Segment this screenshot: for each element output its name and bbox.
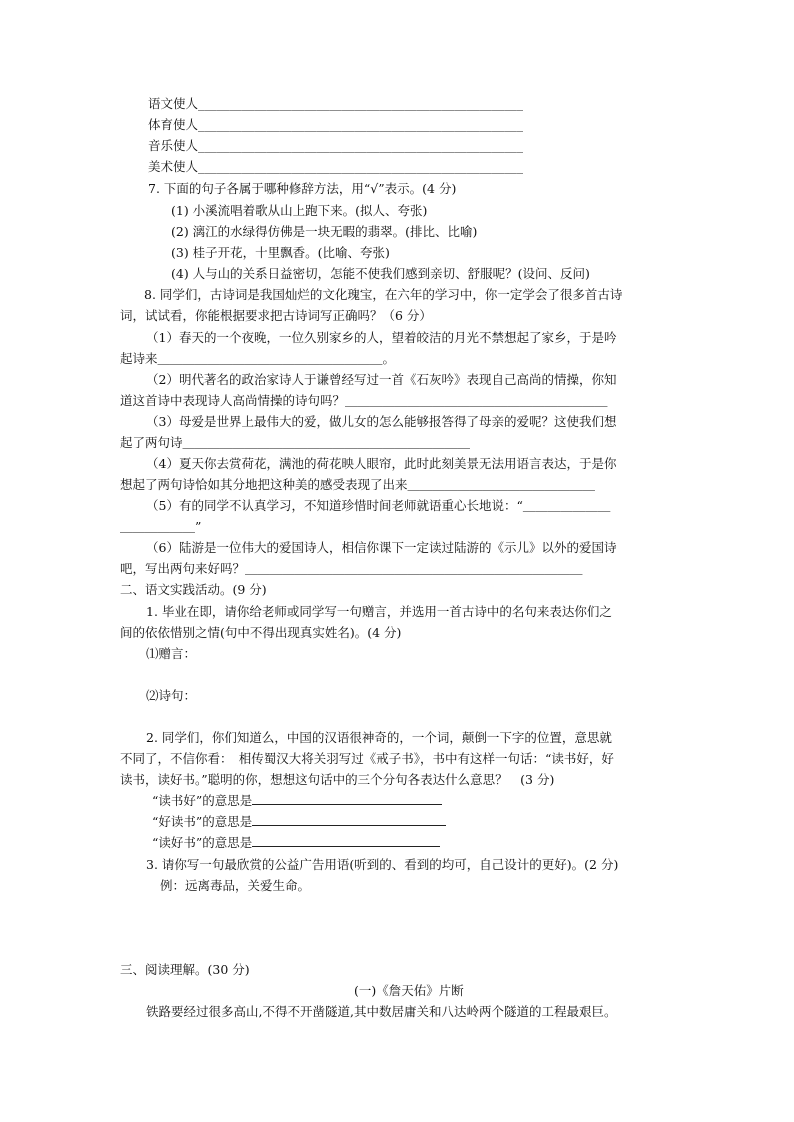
poem-line-label: ⑵诗句：: [146, 688, 197, 703]
question-8-part: （6）陆游是一位伟大的爱国诗人，相信你课下一定读过陆游的《示儿》以外的爱国诗: [146, 540, 617, 555]
envoy-label: 体育使人: [148, 117, 199, 132]
answer-blank[interactable]: ____________________________________________________: [198, 138, 524, 153]
envoy-label: 语文使人: [148, 96, 199, 111]
s2-question-1: 间的依依惜别之情(句中不得出现真实姓名)。(4 分): [120, 625, 402, 640]
question-8-part: （3）母爱是世界上最伟大的爱，做儿女的怎么能够报答得了母亲的爱呢？这使我们想: [146, 414, 617, 429]
meaning-row: [152, 793, 442, 809]
question-8-answer[interactable]: 起诗来＿＿＿＿＿＿＿＿＿＿＿＿＿＿＿＿＿＿。: [120, 351, 396, 366]
question-7-item: (1) 小溪流唱着歌从山上跑下来。(拟人、夸张): [171, 203, 428, 218]
answer-blank[interactable]: ____________________________________________________: [198, 96, 524, 111]
question-8-part: （1）春天的一个夜晚，一位久别家乡的人，望着皎洁的月光不禁想起了家乡，于是吟: [146, 330, 617, 345]
envoy-line: [148, 117, 523, 133]
s2-question-2: 不同了，不信你看： 相传蜀汉大将关羽写过《戒子书》，书中有这样一句话：“读书好，好: [120, 751, 614, 766]
s2-question-3: 3. 请你写一句最欣赏的公益广告用语(听到的、看到的均可，自己设计的更好)。(2 分): [146, 857, 619, 872]
question-7-item: (3) 桂子开花，十里飘香。(比喻、夸张): [171, 245, 390, 260]
envoy-line: [148, 96, 523, 112]
question-8-part: （2）明代著名的政治家诗人于谦曾经写过一首《石灰吟》表现自己高尚的情操，你知: [146, 372, 617, 387]
question-8-answer[interactable]: 想起了两句诗恰如其分地把这种美的感受表现了出来＿＿＿＿＿＿＿＿＿＿＿＿＿＿＿: [120, 477, 596, 492]
question-7-title: 7. 下面的句子各属于哪种修辞方法，用“√”表示。(4 分): [148, 181, 457, 196]
question-8-intro: 8. 同学们，古诗词是我国灿烂的文化瑰宝，在六年的学习中，你一定学会了很多首古诗: [144, 287, 623, 302]
question-7-item: (2) 漓江的水绿得仿佛是一块无暇的翡翠。(排比、比喻): [171, 224, 478, 239]
example-text: 例：远离毒品，关爱生命。: [160, 878, 311, 893]
envoy-label: 美术使人: [148, 159, 199, 174]
question-8-answer[interactable]: 起了两句诗＿＿＿＿＿＿＿＿＿＿＿＿＿＿＿＿＿＿＿＿＿＿＿: [120, 435, 471, 450]
section-2-heading: 二、语文实践活动。(9 分): [120, 582, 267, 597]
question-8-answer[interactable]: ＿＿＿＿＿＿”: [120, 519, 202, 534]
question-8-intro: 词，试试看，你能根据要求把古诗词写正确吗？（6 分）: [120, 308, 432, 323]
reading-passage: 铁路要经过很多高山,不得不开凿隧道,其中数居庸关和八达岭两个隧道的工程最艰巨。: [146, 1004, 617, 1019]
answer-blank[interactable]: [252, 835, 440, 847]
section-3-heading: 三、阅读理解。(30 分): [120, 962, 250, 977]
s2-question-2: 2. 同学们，你们知道么，中国的汉语很神奇的，一个词，颠倒一下字的位置，意思就: [146, 730, 612, 745]
meaning-row: [152, 835, 440, 851]
answer-blank[interactable]: [252, 814, 446, 826]
meaning-row: [152, 814, 446, 830]
answer-blank[interactable]: [252, 793, 442, 805]
question-8-part: （5）有的同学不认真学习，不知道珍惜时间老师就语重心长地说：“＿＿＿＿＿＿＿: [146, 498, 611, 513]
s2-question-1: 1. 毕业在即，请你给老师或同学写一句赠言，并选用一首古诗中的名句来表达你们之: [146, 604, 612, 619]
answer-blank[interactable]: ____________________________________________________: [198, 159, 524, 174]
envoy-line: [148, 159, 523, 175]
question-8-answer[interactable]: 吧，写出两句来好吗？＿＿＿＿＿＿＿＿＿＿＿＿＿＿＿＿＿＿＿＿＿＿＿＿＿＿＿: [120, 561, 583, 576]
answer-blank[interactable]: ____________________________________________________: [198, 117, 524, 132]
question-8-part: （4）夏天你去赏荷花，满池的荷花映人眼帘，此时此刻美景无法用语言表达，于是你: [146, 456, 617, 471]
envoy-label: 音乐使人: [148, 138, 199, 153]
s2-question-2: 读书，读好书。”聪明的你，想想这句话中的三个分句各表达什么意思？ (3 分): [120, 772, 555, 787]
gift-words-label: ⑴赠言：: [146, 646, 197, 661]
meaning-label: “读好书”的意思是: [152, 835, 253, 850]
envoy-line: [148, 138, 523, 154]
meaning-label: “读书好”的意思是: [152, 793, 253, 808]
meaning-label: “好读书”的意思是: [152, 814, 253, 829]
question-7-item: (4) 人与山的关系日益密切，怎能不使我们感到亲切、舒服呢？(设问、反问): [171, 266, 590, 281]
reading-subtitle: (一)《詹天佑》片断: [354, 983, 464, 998]
question-8-answer[interactable]: 道这首诗中表现诗人高尚情操的诗句吗？＿＿＿＿＿＿＿＿＿＿＿＿＿＿＿＿＿＿＿＿＿: [120, 393, 608, 408]
